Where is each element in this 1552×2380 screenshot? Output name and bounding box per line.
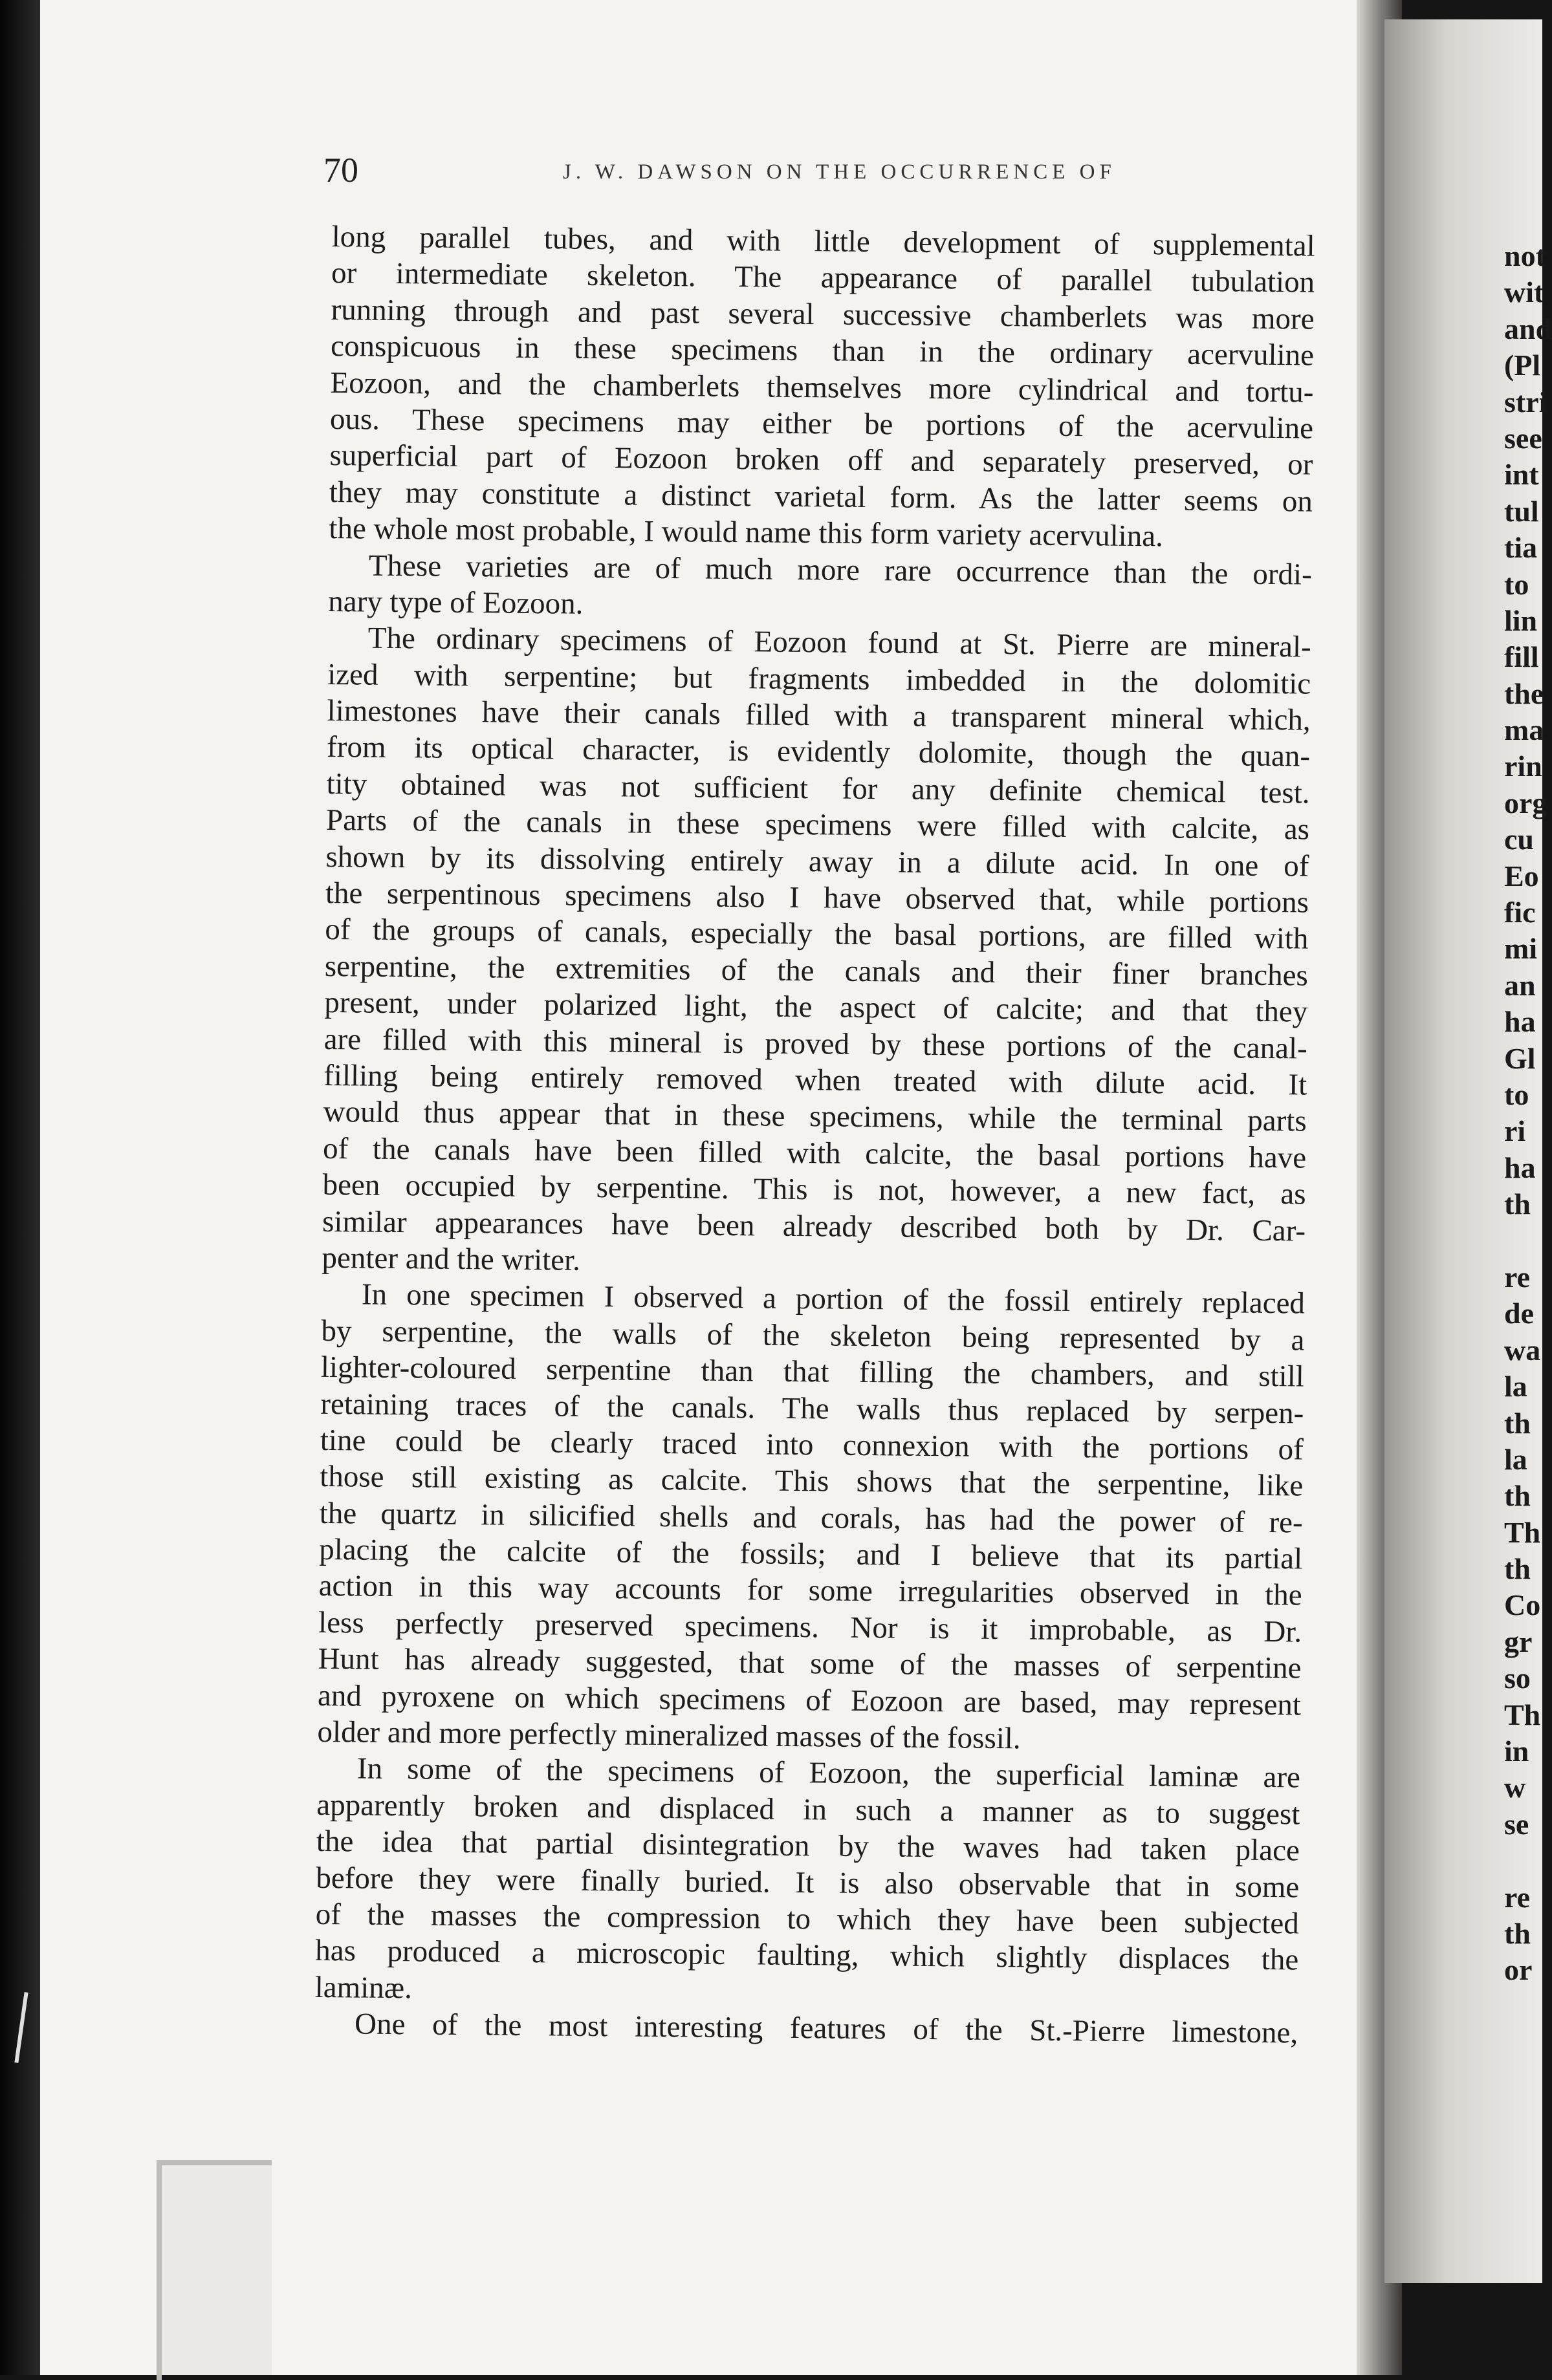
text-line: In some of the specimens of Eozoon, the superficial laminæ are <box>356 1751 1301 1795</box>
text-line: The ordinary specimens of Eozoon found at St. Pierre are mineral- <box>367 621 1311 664</box>
facing-page-fragment: org <box>1504 786 1547 819</box>
text-line: One of the most interesting features of the St.-Pierre limestone, <box>354 2007 1298 2050</box>
facing-page-fragment: the <box>1504 676 1544 710</box>
facing-page-fragment: not <box>1504 239 1546 272</box>
text-line: Hunt has already suggested, that some of the masses of serpentine <box>318 1642 1302 1685</box>
running-title: J. W. DAWSON ON THE OCCURRENCE OF <box>563 160 1116 184</box>
facing-page-fragment: to <box>1504 1077 1529 1111</box>
facing-page-fragment: wa <box>1504 1333 1541 1367</box>
text-line: less perfectly preserved specimens. Nor is it improbable, as Dr. <box>318 1605 1302 1649</box>
facing-page-fragment: an <box>1504 968 1536 1002</box>
body-text <box>314 219 1315 2051</box>
facing-page-fragment: Th <box>1504 1515 1541 1549</box>
facing-page-fragment: gr <box>1504 1625 1533 1658</box>
text-line: long parallel tubes, and with little development of supplemental <box>331 219 1315 263</box>
facing-page-fragment: ma <box>1504 713 1544 747</box>
facing-page-fragment: se <box>1504 1807 1529 1841</box>
text-line: laminæ. <box>314 1970 413 2006</box>
text-line: tine could be clearly traced into connexion with the portions of <box>320 1423 1304 1467</box>
facing-page-fragment: tul <box>1504 494 1539 528</box>
facing-page-fragment: wit <box>1504 276 1544 309</box>
facing-page-fragment <box>1504 1223 1552 1259</box>
facing-page-fragment: mi <box>1504 932 1538 966</box>
text-line: Parts of the canals in these specimens were filled with calcite, as <box>325 803 1310 847</box>
text-line: the serpentinous specimens also I have observed that, while portions <box>325 876 1309 920</box>
facing-page-fragment: re <box>1504 1880 1531 1914</box>
facing-page-text-fragments <box>1504 238 1552 1989</box>
facing-page-fragment: Eo <box>1504 859 1539 892</box>
text-line: lighter-coloured serpentine than that filling the chambers, and still <box>320 1350 1305 1394</box>
text-line: the quartz in silicified shells and corals, has had the power of re- <box>319 1496 1303 1540</box>
facing-page-fragment: ri <box>1504 1114 1526 1148</box>
facing-page-fragment: th <box>1504 1406 1531 1440</box>
text-line: before they were finally buried. It is also observable that in some <box>316 1861 1300 1905</box>
facing-page-fragment: th <box>1504 1479 1531 1513</box>
facing-page-edge <box>1384 19 1552 2283</box>
page-clip-mark <box>157 2160 272 2380</box>
text-line: they may constitute a distinct varietal form. As the latter seems on <box>329 475 1313 519</box>
facing-page-fragment: w <box>1504 1771 1526 1804</box>
facing-page-fragment: Co <box>1504 1588 1541 1622</box>
page-number: 70 <box>323 151 358 189</box>
text-line: shown by its dissolving entirely away in a dilute acid. In one of <box>325 839 1309 883</box>
text-line: These varieties are of much more rare occurrence than the ordi- <box>368 548 1313 592</box>
facing-page-fragment <box>1504 1843 1552 1879</box>
text-line: are filled with this mineral is proved by these portions of the canal- <box>323 1022 1308 1066</box>
text-line: similar appearances have been already described both by Dr. Car- <box>322 1204 1306 1248</box>
facing-page-fragment: th <box>1504 1552 1531 1586</box>
facing-page-fragment: fill <box>1504 640 1539 674</box>
text-line: filling being entirely removed when treated with dilute acid. It <box>323 1058 1307 1102</box>
facing-page-fragment: la <box>1504 1370 1527 1403</box>
text-line: would thus appear that in these specimens, while the terminal parts <box>323 1095 1307 1138</box>
facing-page-fragment: Th <box>1504 1698 1541 1731</box>
text-line: penter and the writer. <box>322 1240 581 1277</box>
facing-page-fragment: so <box>1504 1661 1531 1695</box>
facing-page-fragment: lin <box>1504 603 1538 637</box>
facing-page-fragment: ha <box>1504 1005 1536 1039</box>
facing-page-fragment: la <box>1504 1442 1527 1476</box>
text-line: ous. These specimens may either be portions of the acervuline <box>329 402 1314 446</box>
text-line: older and more perfectly mineralized masses of the fossil. <box>317 1715 1021 1756</box>
text-line: ized with serpentine; but fragments imbedded in the dolomitic <box>327 657 1311 701</box>
facing-page-fragment: (Pl <box>1504 349 1541 382</box>
text-line: superficial part of Eozoon broken off and separately preserved, or <box>329 438 1313 482</box>
text-line: In one specimen I observed a portion of the fossil entirely replaced <box>361 1277 1306 1321</box>
text-line: tity obtained was not sufficient for any definite chemical test. <box>326 766 1310 810</box>
facing-page-fragment: and <box>1504 312 1552 345</box>
text-line: action in this way accounts for some irregularities observed in the <box>318 1569 1302 1612</box>
text-line: of the canals have been filled with calcite, the basal portions have <box>322 1131 1307 1175</box>
text-line: apparently broken and displaced in such a manner as to suggest <box>316 1788 1300 1832</box>
text-line: been occupied by serpentine. This is not, however, a new fact, as <box>322 1168 1306 1211</box>
facing-page-fragment: de <box>1504 1297 1534 1330</box>
facing-page-fragment: to <box>1504 567 1529 601</box>
facing-page-fragment: stri <box>1504 385 1547 418</box>
facing-page-fragment: re <box>1504 1260 1531 1293</box>
text-line: nary type of Eozoon. <box>328 584 584 621</box>
page-header <box>323 141 1365 193</box>
text-line: running through and past several successive chamberlets was more <box>331 292 1315 336</box>
facing-page-fragment: int <box>1504 458 1539 492</box>
text-line: placing the calcite of the fossils; and I believe that its partial <box>318 1532 1303 1576</box>
facing-page-fragment: Gl <box>1504 1041 1536 1075</box>
facing-page-fragment: or <box>1504 1953 1533 1987</box>
text-line: or intermediate skeleton. The appearance of parallel tubulation <box>331 256 1315 299</box>
text-line: limestones have their canals filled with a transparent mineral which, <box>327 694 1311 737</box>
text-line: has produced a microscopic faulting, which slightly displaces the <box>315 1934 1299 1977</box>
text-line: of the masses the compression to which they have been subjected <box>315 1897 1300 1941</box>
text-line: the whole most probable, I would name this form variety acervulina. <box>329 512 1164 554</box>
facing-page-fragment: rin <box>1504 750 1542 783</box>
text-line: and pyroxene on which specimens of Eozoon are based, may represent <box>317 1678 1302 1722</box>
text-line: retaining traces of the canals. The walls thus replaced by serpen- <box>320 1387 1304 1431</box>
text-line: serpentine, the extremities of the canals and their finer branches <box>324 949 1309 993</box>
text-line: from its optical character, is evidently dolomite, though the quan- <box>326 730 1311 774</box>
text-line: of the groups of canals, especially the basal portions, are filled with <box>325 913 1309 956</box>
facing-page-fragment: in <box>1504 1735 1529 1768</box>
facing-page-fragment: tia <box>1504 531 1538 565</box>
facing-page-fragment: fic <box>1504 896 1536 929</box>
text-line: the idea that partial disintegration by the waves had taken place <box>316 1824 1300 1868</box>
text-line: Eozoon, and the chamberlets themselves more cylindrical and tortu- <box>330 365 1314 409</box>
text-line: conspicuous in these specimens than in the ordinary acervuline <box>330 329 1315 373</box>
facing-page-fragment: ha <box>1504 1151 1536 1184</box>
text-line: by serpentine, the walls of the skeleton being represented by a <box>321 1314 1305 1358</box>
facing-page-fragment: see <box>1504 421 1542 455</box>
facing-page-fragment: cu <box>1504 823 1534 856</box>
text-line: present, under polarized light, the aspect of calcite; and that they <box>324 986 1308 1029</box>
facing-page-fragment: th <box>1504 1916 1531 1950</box>
text-line: those still existing as calcite. This shows that the serpentine, like <box>320 1460 1304 1503</box>
facing-page-fragment: th <box>1504 1187 1531 1221</box>
